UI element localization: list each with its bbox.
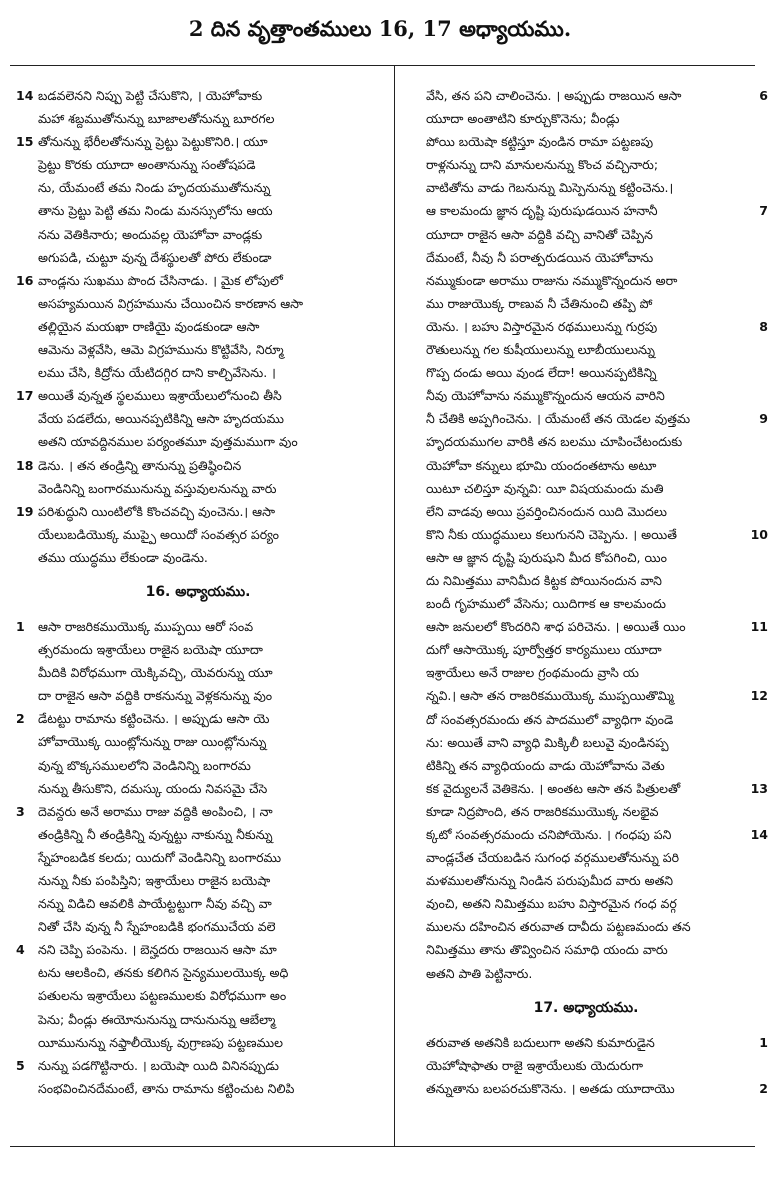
text-line [404,1054,768,1077]
verse-number-margin: 14 [750,827,768,842]
text-line [16,823,380,846]
text-line [16,430,380,453]
verse-text: ము రాజుయొక్క రాణువ నీ చేతినుంచి తప్పి పో [426,295,653,311]
text-line [16,477,380,500]
verse-text: ను, యేమంటే తమ నిండు హృదయముతోనున్ను [38,180,271,196]
text-line [16,892,380,915]
verse-text: నున్ను తీసుకొని, దమస్కు యందు నివసమై చేసె [38,780,268,796]
bottom-rule [10,1146,755,1147]
text-line [404,384,768,407]
verse-text: ఆ కాలమందు జ్ఞాన దృష్టి పురుషుడయిన హనానీ [426,203,658,219]
verse-text: ను: అయితే వాని వ్యాధి మిక్కిలీ బలువై వుండినప్ప [426,734,669,750]
verse-text: నమ్ముకుండా అరాము రాజును నమ్ముకొన్నందున అరా [426,272,678,288]
text-line [16,800,380,823]
verse-text: ఆసా జనులలో కొందరిని శాధ పరిచెను. । అయితే యిం [426,619,686,635]
verse-text: యెహోషాఫాతు రాజై ఇశ్రాయేలుకు యెదురుగా [426,1057,643,1073]
verse-text: యెను. । బహు విస్తారమైన రథములున్ను గుర్రపు [426,318,658,334]
text-line [16,754,380,777]
verse-text: మళములతోనున్ను నిండిన పరుపుమీద వారు అతని [426,873,674,889]
verse-text: దేమంటే, నీవు నీ పరాత్పరుడయిన యెహోవాను [426,249,654,265]
verse-text: దుగో ఆసాయొక్క పూర్వోత్తర కార్యములు యూదా [426,642,662,658]
text-line [404,661,768,684]
verse-text: నను వెతికినారు; అందువల్ల యెహోవా వాండ్లకు [38,226,263,242]
text-line [16,292,380,315]
verse-text: ప్రెట్టు కొరకు యూదా అంతానున్ను సంతోషపడె [38,157,256,173]
text-line [16,1077,380,1100]
verse-text: వుంచి, అతని నిమిత్తము బహు విస్తారమైన గంధ వర్గ [426,896,677,912]
verse-text: నిమిత్తము తాను తొవ్వించిన సమాధి యందు వారు [426,942,668,958]
text-line [404,523,768,546]
text-line [16,523,380,546]
verse-text: దా రాజైన ఆసా వద్దికి రాకనున్ను వెళ్లకనున్ను వుం [38,688,273,704]
text-line [404,84,768,107]
text-line [404,869,768,892]
text-line [16,684,380,707]
verse-text: అయితే వున్నత స్థలములు ఇశ్రాయేలులోనుంచి తీసి [38,388,282,404]
verse-number-margin: 9 [759,411,768,427]
verse-text: రౌతులున్ను గల కుషీయులున్ను లూబీయులున్ను [426,342,655,358]
text-line [404,754,768,777]
verse-text: తాను ప్రెట్టు పెట్టి తమ నిండు మనస్సులోను ఆయ [38,203,273,219]
verse-text: తోనున్ను భేరీలతోనున్ను ప్రెట్టు పెట్టుకొనిరి.। యూ [38,134,268,150]
text-line [404,938,768,961]
text-line [404,892,768,915]
text-line [404,823,768,846]
text-line [16,107,380,130]
verse-text: వెండినిన్ని బంగారమునున్ను వస్తువులనున్ను వారు [38,480,277,496]
verse-text: నీ చేతికి అప్పగించెను. । యేమంటే తన యెడల వుత్తమ [426,411,691,427]
verse-text: అతని పాతి పెట్టినారు. [426,965,533,981]
text-line [404,915,768,938]
verse-number: 14 [16,88,34,103]
verse-text: ఆసా ఆ జ్ఞాన దృష్టి పురుషుని మీద కోపగించి, యిం [426,549,667,565]
text-line [16,1008,380,1031]
text-line [404,246,768,269]
verse-number-margin: 7 [759,203,768,219]
verse-text: దు నిమిత్తము వానిమీద కిట్టక పోయినందున వాని [426,572,662,588]
verse-text: నీవు యెహోవాను నమ్ముకొన్నందున ఆయన వారిని [426,388,665,404]
text-line [16,615,380,638]
text-line [16,915,380,938]
right-column [398,84,774,1100]
text-line [16,84,380,107]
verse-number: 15 [16,134,34,150]
text-line [404,731,768,754]
text-line [404,1031,768,1054]
text-line [16,938,380,961]
text-line [404,338,768,361]
text-line [16,869,380,892]
chapter-heading: 16. అధ్యాయము. [145,583,251,600]
text-line [16,707,380,730]
top-rule [10,65,755,66]
verse-number: 18 [16,457,34,473]
text-line [16,153,380,176]
verse-text: నని చెప్పి పంపెను. । బెన్హదరు రాజయిన ఆసా మా [38,942,277,958]
text-line [16,130,380,153]
verse-text: యెహోవా కన్నులు భూమి యందంతటాను అటూ [426,457,657,473]
text-line [16,500,380,523]
text-line [16,1054,380,1077]
text-line [16,384,380,407]
verse-text: ఆసా రాజరికముయొక్క ముప్పయి ఆరో సంవ [38,618,254,634]
text-line [16,730,380,753]
verse-text: యూదా అంతాటిని కూర్చుకొనెను; వీండ్లు [426,111,620,127]
verse-text: టను ఆలకించి, తనకు కలిగిన సైన్యములయొక్క అధి [38,965,289,981]
text-line [404,1077,768,1100]
text-line [404,800,768,823]
text-line [404,500,768,523]
verse-text: తల్లియైన మయఖా రాణియై వుండకుండా ఆసా [38,318,260,334]
verse-text: లము చేసి, కిద్రోను యేటిదగ్గిర దాని కాల్చివేసెను. । [38,365,276,381]
text-line [404,430,768,453]
text-line [404,199,768,222]
verse-number-margin: 8 [759,318,768,334]
text-line [16,546,380,569]
text-line [16,1031,380,1054]
page-title: 2 దిన వృత్తాంతములు 16, 17 అధ్యాయము. [188,16,572,41]
verse-text: వాండ్లను సుఖము పొంద చేసినాడు. । మైక లోపులో [38,272,283,288]
verse-text: అతని యావద్దినముల పర్యంతమూ వుత్తమముగా వుం [38,434,298,450]
text-line [16,984,380,1007]
text-line [16,269,380,292]
verse-number: 19 [16,503,34,519]
verse-text: ఆమెను వెళ్లవేసి, ఆమె విగ్రహమును కొట్టివేసి, నిర్మూ [38,342,284,358]
verse-text: తరువాత అతనికి బదులుగా అతని కుమారుడైన [426,1034,655,1050]
verse-number: 2 [16,711,25,727]
column-divider [394,66,395,1146]
text-line [16,638,380,661]
text-line [404,638,768,661]
verse-number: 16 [16,272,34,288]
text-line [404,107,768,130]
verse-text: యిటూ చలిస్తూ వున్నవి: యీ విషయమందు మతి [426,480,664,496]
verse-text: నితో చేసి వున్న నీ స్నేహంబడికి భంగముచేయ వలె [38,919,276,935]
verse-text: పతులను ఇశ్రాయేలు పట్టణములకు విరోధముగా అం [38,988,287,1004]
text-line [16,846,380,869]
verse-text: అగుపడి, చుట్టూ వున్న దేశస్థులతో పోరు లేకుండా [38,249,272,265]
text-line [404,223,768,246]
verse-number-margin: 2 [759,1080,768,1096]
verse-number-margin: 6 [759,88,768,103]
verse-text: వేయ పడలేదు, అయినప్పటికిన్ని ఆసా హృదయము [38,411,284,427]
text-line [404,407,768,430]
verse-text: టికిన్ని తన వ్యాధియందు వాడు యెహోవాను వెతు [426,757,665,773]
verse-text: దో సంవత్సరమందు తన పాదములో వ్యాధిగా వుండె [426,711,674,727]
text-line [16,961,380,984]
verse-number-margin: 13 [750,780,768,796]
verse-text: బందీ గృహములో వేసెను; యిదిగాక ఆ కాలమందు [426,596,666,612]
verse-text: తము యుద్ధము లేకుండా వుండెను. [38,549,208,565]
verse-number-margin: 11 [750,619,768,635]
text-line [404,846,768,869]
text-line [404,130,768,153]
verse-text: నన్ను విడిచి ఆవలికి పాయేట్టట్టుగా నీవు వచ్చి వా [38,896,272,912]
text-line [404,292,768,315]
text-line [404,153,768,176]
text-line [16,176,380,199]
text-line [404,708,768,731]
text-line [404,361,768,384]
verse-text: పోయి బయెషా కట్టిస్తూ వుండిన రామా పట్టణపు [426,134,654,150]
text-line [16,223,380,246]
verse-text: నున్ను పడగొట్టినారు. । బయెషా యిది వినినప్పుడు [38,1057,280,1073]
text-line [16,661,380,684]
verse-number-margin: 12 [750,688,768,704]
text-line [404,454,768,477]
verse-text: ములను దహించిన తరువాత దావీదు పట్టణమందు తన [426,919,691,935]
text-line [404,592,768,615]
verse-text: హోవాయొక్క యింట్లోనున్ను రాజు యింట్లోనున్ను [38,734,267,750]
verse-text: రాళ్లనున్ను దాని మానులనున్ను కొంచ వచ్చినారు; [426,157,659,173]
verse-number: 17 [16,388,34,404]
verse-text: న్నవి.। ఆసా తన రాజరికముయొక్క ముప్పయితొమ్మి [426,688,674,704]
text-line [16,361,380,384]
verse-number: 5 [16,1057,25,1073]
verse-text: లేని వాడవు అయి ప్రవర్తించినందున యిది మొదలు [426,503,668,519]
text-line [404,962,768,985]
text-line [16,246,380,269]
verse-text: నున్ను నీకు పంపిస్తిని; ఇశ్రాయేలు రాజైన బయెషా [38,873,271,888]
text-line [16,315,380,338]
verse-number-margin: 1 [759,1034,768,1050]
verse-text: మీదికి విరోధముగా యెక్కివచ్చి, యెవరున్ను యూ [38,665,273,681]
verse-text: కొని నీకు యుద్ధములు కలుగునని చెప్పెను. । అయితే [426,526,677,542]
text-line [16,338,380,361]
verse-text: పెను; వీండ్లు ఈయోనునున్ను దానునున్ను ఆబేల్మా [38,1011,276,1027]
verse-text: వాండ్లచేత చేయబడిన సుగంధ వర్గములతోనున్ను పరి [426,850,680,866]
verse-text: సంభవించినదేమంటే, తాను రామాను కట్టించుట నిలిపి [38,1080,295,1096]
verse-text: గొప్ప దండు అయి వుండ లేదా! అయినప్పటికిన్ని [426,365,657,381]
text-line [404,615,768,638]
text-line [404,546,768,569]
verse-text: అసహ్యమయిన విగ్రహమును చేయించిన కారణాన ఆసా [38,295,304,311]
verse-text: కూడా నిద్రపొంది, తన రాజరికముయొక్క నలభైవ [426,803,659,819]
verse-text: దెవన్దరు అనే అరాము రాజు వద్దికి అంపించి, । నా [38,803,273,819]
chapter-heading: 17. అధ్యాయము. [533,999,639,1016]
verse-text: వాటితోను వాడు గెబనున్ను మిస్పెనున్ను కట్టించెను.। [426,180,674,196]
verse-text: క్కటో సంవత్సరమందు చనిపోయెను. । గంధపు పని [426,827,672,842]
text-line [404,684,768,707]
verse-text: డెను. । తన తండ్రిన్ని తానున్ను ప్రతిష్ఠించిన [38,457,242,473]
verse-text: బడవలెనని నిప్పు పెట్టి చేసుకొని, । యెహోవాకు [38,88,263,103]
verse-text: కక వైద్యులనే వెతికెను. । అంతట ఆసా తన పిత్రులతో [426,780,681,796]
verse-text: మహా శబ్దముతోనున్ను బూజాలతోనున్ను బూరగల [38,111,275,127]
verse-text: వేసి, తన పని చాలించెను. । అప్పుడు రాజయిన ఆసా [426,88,682,103]
verse-text: తండ్రికిన్ని నీ తండ్రికిన్ని వున్నట్టు నాకున్ను నీకున్ను [38,826,273,842]
text-line [404,269,768,292]
verse-text: త్సరమందు ఇశ్రాయేలు రాజైన బయెషా యూదా [38,642,263,658]
verse-number: 1 [16,618,25,634]
text-line [404,569,768,592]
text-line [16,199,380,222]
verse-number-margin: 10 [750,526,768,542]
verse-text: యూదా రాజైన ఆసా వద్దికి వచ్చి వానితో చెప్పిన [426,226,653,242]
text-line [404,315,768,338]
verse-number: 3 [16,803,25,819]
verse-text: పరిశుద్ధుని యింటిలోకి కొంచవచ్చి వుంచెను.। ఆసా [38,503,276,519]
text-line [404,777,768,800]
text-line [16,454,380,477]
verse-text: వున్న బొక్కసములలోని వెండినిన్ని బంగారమ [38,757,251,773]
verse-text: డేటట్టు రామాను కట్టించెను. । అప్పుడు ఆసా యె [38,711,270,727]
verse-number: 4 [16,942,25,958]
verse-text: స్నేహంబడిక కలదు; యిదుగో వెండినిన్ని బంగారము [38,849,282,865]
verse-text: యేలుబడియొక్క ముప్పై అయిదో సంవత్సర పర్యం [38,526,279,542]
verse-text: హృదయముగల వారికి తన బలము చూపించేటందుకు [426,434,683,450]
text-line [16,407,380,430]
text-line [404,176,768,199]
verse-text: యీమునున్ను నఫ్తాలీయొక్క వుగ్రాణపు పట్టణముల [38,1034,283,1050]
left-column [10,84,386,1100]
text-line [16,777,380,800]
text-line [404,477,768,500]
verse-text: తన్నుతాను బలపరచుకొనెను. । అతడు యూదాయొ [426,1080,675,1096]
verse-text: ఇశ్రాయేలు అనే రాజుల గ్రంథమందు వ్రాసి య [426,665,639,681]
